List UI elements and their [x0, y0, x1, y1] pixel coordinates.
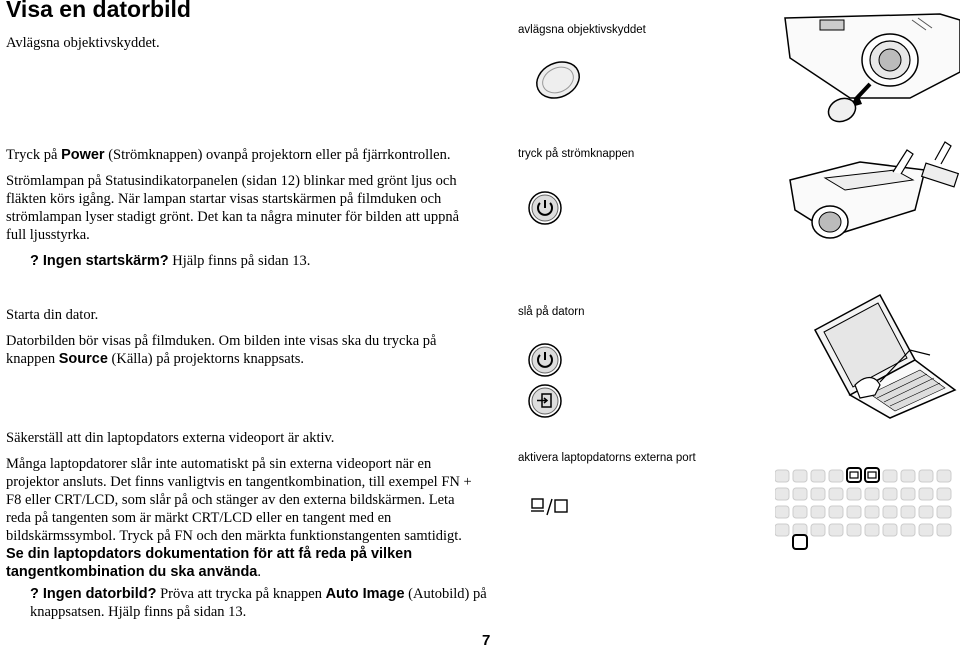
step4-para2: Många laptopdatorer slår inte automatiskt på sin externa videoport när en projektor ansluts. Det finns vanligtvis en tangentkombination, till exempel FN + F8 eller CRT/LCD, som slår på och stänger av den externa bildskärmen. Leta reda på tangenten som är märkt CRT/LCD eller en tangent med en bildskärmssymbol. Tryck på FN och den märkta funktionstangenten samtidigt. Se din laptopdators dokumentation för att få reda på vilken tangentkombination du ska använda.	[6, 456, 472, 580]
step4-note: ? Ingen datorbild? Pröva att trycka på knappen Auto Image (Autobild) på knappsatsen. Hjälp finns på sidan 13.	[30, 586, 487, 620]
step2-caption: tryck på strömknappen	[518, 148, 635, 160]
laptop-illustration	[780, 290, 960, 420]
step1-instruction: Avlägsna objektivskyddet.	[6, 35, 160, 51]
step3-para1: Starta din dator.	[6, 307, 99, 323]
step2-para1: Tryck på Power (Strömknappen) ovanpå projektorn eller på fjärrkontrollen.	[6, 147, 451, 163]
documentation-note: Se din laptopdators dokumentation för att få reda på vilken tangentkombination du ska använda	[6, 546, 413, 580]
step3-caption: slå på datorn	[518, 306, 585, 318]
step2-para2: Strömlampan på Statusindikatorpanelen (sidan 12) blinkar med grönt ljus och fläkten körs igång. När lampan startar visas startskärmen på filmduken och strömlampan lyser stadigt grönt. Det kan ta några minuter för bilden att uppnå full ljusstyrka.	[6, 173, 460, 243]
page-title: Visa en datorbild	[6, 0, 191, 22]
power-button-icon	[527, 342, 563, 378]
step3-para2: Datorbilden bör visas på filmduken. Om bilden inte visas ska du trycka på knappen Source (Källa) på projektorns knappsats.	[6, 333, 437, 367]
step4-caption: aktivera laptopdatorns externa port	[518, 452, 696, 464]
page-number: 7	[482, 632, 491, 649]
keyboard-illustration	[775, 464, 960, 554]
projector-lens-cap-illustration	[520, 0, 960, 130]
step1-caption: avlägsna objektivskyddet	[518, 24, 646, 36]
source-button-icon	[527, 383, 563, 419]
crt-lcd-key-icon	[530, 497, 570, 519]
power-button-icon	[527, 190, 563, 226]
power-label: Power	[61, 147, 105, 163]
auto-image-label: Auto Image	[325, 586, 405, 602]
source-label: Source	[58, 351, 108, 367]
projector-remote-illustration	[775, 140, 960, 255]
step4-para1: Säkerställ att din laptopdators externa videoport är aktiv.	[6, 430, 335, 446]
step2-note: ? Ingen startskärm? Hjälp finns på sidan 13.	[30, 253, 311, 269]
